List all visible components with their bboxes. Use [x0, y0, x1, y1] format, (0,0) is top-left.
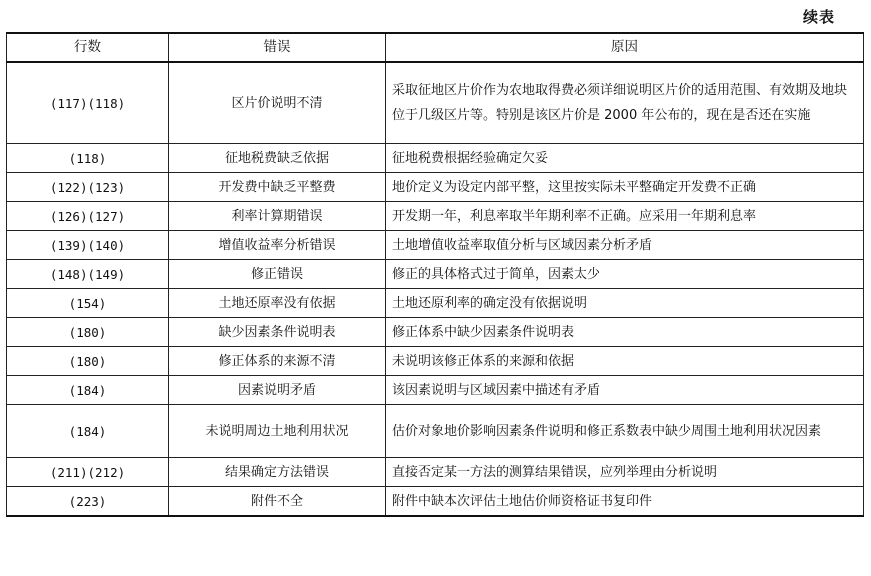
reason-cell: 修正的具体格式过于简单，因素太少	[386, 260, 864, 289]
error-cell: 增值收益率分析错误	[169, 231, 386, 260]
continued-label: 续表	[802, 8, 835, 26]
row-number: (223)	[7, 487, 169, 517]
error-cell: 开发费中缺乏平整费	[169, 173, 386, 202]
table-row	[7, 318, 864, 347]
table-row	[7, 260, 864, 289]
table-row	[7, 487, 864, 517]
reason-cell: 附件中缺本次评估土地估价师资格证书复印件	[386, 487, 864, 517]
error-cell: 征地税费缺乏依据	[169, 144, 386, 173]
error-cell: 缺少因素条件说明表	[169, 318, 386, 347]
row-number: (154)	[7, 289, 169, 318]
table-row	[7, 289, 864, 318]
table-row	[7, 231, 864, 260]
row-number: (122)(123)	[7, 173, 169, 202]
reason-cell: 直接否定某一方法的测算结果错误，应列举理由分析说明	[386, 458, 864, 487]
table-header-row	[7, 33, 864, 62]
error-cell: 未说明周边土地利用状况	[169, 405, 386, 458]
row-number: (180)	[7, 318, 169, 347]
error-cell: 利率计算期错误	[169, 202, 386, 231]
header-row-no: 行数	[7, 33, 169, 62]
table-row	[7, 405, 864, 458]
error-cell: 结果确定方法错误	[169, 458, 386, 487]
reason-cell: 采取征地区片价作为农地取得费必须详细说明区片价的适用范围、有效期及地块位于几级区片等。特别是该区片价是 2000 年公布的，现在是否还在实施	[386, 62, 864, 144]
row-number: (126)(127)	[7, 202, 169, 231]
row-number: (118)	[7, 144, 169, 173]
row-number: (180)	[7, 347, 169, 376]
header-reason: 原因	[386, 33, 864, 62]
header-error: 错误	[169, 33, 386, 62]
table-row	[7, 376, 864, 405]
row-number: (117)(118)	[7, 62, 169, 144]
error-cell: 因素说明矛盾	[169, 376, 386, 405]
error-cell: 土地还原率没有依据	[169, 289, 386, 318]
reason-cell: 修正体系中缺少因素条件说明表	[386, 318, 864, 347]
row-number: (184)	[7, 405, 169, 458]
row-number: (184)	[7, 376, 169, 405]
table-row	[7, 347, 864, 376]
reason-cell: 征地税费根据经验确定欠妥	[386, 144, 864, 173]
reason-cell: 土地还原利率的确定没有依据说明	[386, 289, 864, 318]
table-row	[7, 144, 864, 173]
reason-cell: 开发期一年，利息率取半年期利率不正确。应采用一年期利息率	[386, 202, 864, 231]
reason-cell: 未说明该修正体系的来源和依据	[386, 347, 864, 376]
error-cell: 区片价说明不清	[169, 62, 386, 144]
error-cell: 修正错误	[169, 260, 386, 289]
error-cell: 修正体系的来源不清	[169, 347, 386, 376]
table-row	[7, 202, 864, 231]
error-cell: 附件不全	[169, 487, 386, 517]
row-number: (139)(140)	[7, 231, 169, 260]
row-number: (148)(149)	[7, 260, 169, 289]
reason-cell: 该因素说明与区域因素中描述有矛盾	[386, 376, 864, 405]
table-row	[7, 458, 864, 487]
table-row	[7, 62, 864, 144]
reason-cell: 土地增值收益率取值分析与区域因素分析矛盾	[386, 231, 864, 260]
row-number: (211)(212)	[7, 458, 169, 487]
error-table	[6, 32, 864, 517]
reason-cell: 估价对象地价影响因素条件说明和修正系数表中缺少周围土地利用状况因素	[386, 405, 864, 458]
table-row	[7, 173, 864, 202]
reason-cell: 地价定义为设定内部平整，这里按实际未平整确定开发费不正确	[386, 173, 864, 202]
